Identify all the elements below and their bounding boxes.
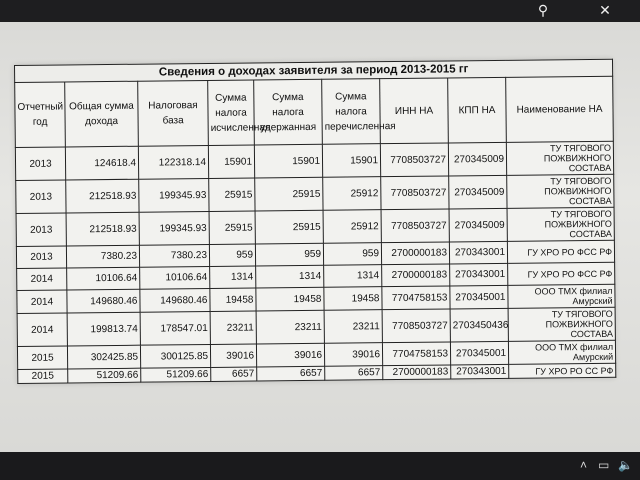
cell-kpp[interactable]: 270345009: [449, 175, 507, 209]
cell-total-income[interactable]: 212518.93: [66, 212, 139, 246]
cell-tax-calculated[interactable]: 39016: [210, 344, 256, 367]
col-header-tax-base[interactable]: Налоговая база: [138, 80, 209, 146]
cell-kpp[interactable]: 270345001: [450, 285, 508, 309]
col-header-tax-calculated[interactable]: Сумма налога исчисленная: [208, 80, 255, 145]
cell-agent-name[interactable]: ТУ ТЯГОВОГО ПОЖВИЖНОГО СОСТАВА: [507, 174, 614, 208]
cell-tax-withheld[interactable]: 1314: [256, 265, 324, 288]
cell-tax-transferred[interactable]: 1314: [324, 265, 382, 288]
cell-total-income[interactable]: 7380.23: [66, 245, 139, 268]
cell-year[interactable]: 2015: [18, 369, 68, 384]
cell-inn[interactable]: 7708503727: [381, 176, 449, 210]
cell-inn[interactable]: 7708503727: [380, 143, 448, 177]
cell-agent-name[interactable]: ООО ТМХ филиал Амурский: [508, 284, 615, 308]
cell-tax-calculated[interactable]: 1314: [210, 266, 256, 288]
cell-tax-withheld[interactable]: 25915: [255, 177, 323, 211]
cell-kpp[interactable]: 270343001: [450, 263, 508, 286]
cell-inn[interactable]: 7708503727: [382, 309, 450, 343]
cell-year[interactable]: 2014: [17, 290, 67, 314]
cell-year[interactable]: 2014: [17, 268, 67, 291]
cell-agent-name[interactable]: ГУ ХРО РО ФСС РФ: [508, 262, 615, 285]
cell-total-income[interactable]: 212518.93: [66, 179, 139, 213]
cell-total-income[interactable]: 124618.4: [65, 146, 138, 180]
cell-kpp[interactable]: 270343001: [451, 364, 509, 379]
cell-inn[interactable]: 7708503727: [381, 209, 449, 243]
cell-tax-transferred[interactable]: 25912: [323, 210, 381, 244]
col-header-tax-withheld[interactable]: Сумма налога удержанная: [254, 79, 323, 145]
top-bar: [0, 0, 640, 22]
cell-inn[interactable]: 2700000183: [381, 242, 449, 265]
cell-tax-transferred[interactable]: 25912: [323, 177, 381, 211]
cell-kpp[interactable]: 270345009: [449, 208, 507, 242]
col-header-inn[interactable]: ИНН НА: [380, 78, 449, 144]
cell-inn[interactable]: 7704758153: [382, 286, 450, 310]
speaker-icon[interactable]: 🔈: [618, 458, 633, 472]
cell-tax-withheld[interactable]: 39016: [256, 343, 324, 367]
cell-inn[interactable]: 2700000183: [383, 365, 451, 380]
cell-kpp[interactable]: 270345001: [450, 341, 508, 365]
cell-tax-withheld[interactable]: 23211: [256, 310, 324, 344]
cell-tax-transferred[interactable]: 959: [323, 243, 381, 266]
cell-kpp[interactable]: 270345009: [448, 142, 506, 176]
cell-inn[interactable]: 2700000183: [382, 264, 450, 287]
col-header-kpp[interactable]: КПП НА: [448, 77, 507, 143]
cell-kpp[interactable]: 270343001: [449, 241, 507, 264]
cell-agent-name[interactable]: ТУ ТЯГОВОГО ПОЖВИЖНОГО СОСТАВА: [508, 307, 615, 341]
cell-total-income[interactable]: 302425.85: [67, 345, 140, 369]
arrow-up-icon[interactable]: ˄: [580, 458, 588, 472]
cell-tax-calculated[interactable]: 959: [209, 244, 255, 266]
cell-total-income[interactable]: 149680.46: [67, 289, 140, 313]
cell-tax-transferred[interactable]: 15901: [322, 144, 380, 178]
cell-tax-calculated[interactable]: 25915: [209, 178, 255, 211]
cell-agent-name[interactable]: ТУ ТЯГОВОГО ПОЖВИЖНОГО СОСТАВА: [506, 141, 613, 175]
cell-year[interactable]: 2013: [16, 180, 66, 214]
cell-tax-base[interactable]: 199345.93: [139, 178, 209, 212]
cell-tax-withheld[interactable]: 19458: [256, 287, 324, 311]
cell-tax-base[interactable]: 122318.14: [138, 145, 208, 179]
cell-tax-transferred[interactable]: 6657: [325, 366, 383, 381]
cell-tax-calculated[interactable]: 15901: [208, 145, 254, 178]
cell-agent-name[interactable]: ООО ТМХ филиал Амурский: [508, 340, 615, 364]
cell-tax-withheld[interactable]: 25915: [255, 210, 323, 244]
cell-tax-base[interactable]: 199345.93: [139, 211, 209, 245]
cell-inn[interactable]: 7704758153: [382, 342, 450, 366]
cell-total-income[interactable]: 51209.66: [68, 368, 141, 383]
cell-agent-name[interactable]: ГУ ХРО РО СС РФ: [509, 363, 616, 378]
cell-tax-calculated[interactable]: 6657: [211, 367, 257, 381]
chat-icon[interactable]: ▭: [598, 458, 610, 472]
spreadsheet: [14, 59, 615, 384]
cell-tax-withheld[interactable]: 15901: [254, 144, 322, 178]
cell-year[interactable]: 2014: [17, 313, 67, 347]
col-header-total-income[interactable]: Общая сумма дохода: [65, 81, 139, 147]
cell-agent-name[interactable]: ГУ ХРО РО ФСС РФ: [507, 240, 614, 263]
col-header-tax-transferred[interactable]: Сумма налога перечисленная: [322, 79, 381, 145]
income-table: [14, 59, 616, 384]
cell-tax-withheld[interactable]: 6657: [257, 366, 325, 381]
cell-total-income[interactable]: 10106.64: [67, 267, 140, 290]
table-title: Сведения о доходах заявителя за период 2013-2015 гг: [15, 59, 613, 82]
col-header-year[interactable]: Отчетный год: [15, 82, 66, 148]
cell-total-income[interactable]: 199813.74: [67, 312, 140, 346]
cell-tax-transferred[interactable]: 23211: [324, 310, 382, 344]
cell-tax-withheld[interactable]: 959: [255, 243, 323, 266]
table-body: [15, 141, 616, 383]
col-header-agent-name[interactable]: Наименование НА: [506, 76, 614, 142]
cell-tax-calculated[interactable]: 19458: [210, 288, 256, 311]
cell-tax-transferred[interactable]: 39016: [324, 343, 382, 367]
cell-tax-base[interactable]: 10106.64: [140, 266, 210, 289]
cell-tax-base[interactable]: 149680.46: [140, 288, 210, 312]
cell-year[interactable]: 2013: [15, 147, 65, 181]
cell-tax-calculated[interactable]: 25915: [209, 211, 255, 244]
cell-year[interactable]: 2015: [17, 346, 67, 370]
close-icon[interactable]: ✕: [599, 2, 611, 18]
cell-agent-name[interactable]: ТУ ТЯГОВОГО ПОЖВИЖНОГО СОСТАВА: [507, 207, 614, 241]
taskbar: [0, 452, 640, 480]
cell-tax-transferred[interactable]: 19458: [324, 287, 382, 311]
cell-tax-base[interactable]: 7380.23: [139, 244, 209, 267]
cell-year[interactable]: 2013: [16, 246, 66, 269]
cell-tax-calculated[interactable]: 23211: [210, 311, 256, 344]
search-icon[interactable]: ⚲: [537, 2, 549, 18]
table-header-row: [15, 76, 614, 147]
cell-tax-base[interactable]: 300125.85: [140, 344, 210, 368]
cell-tax-base[interactable]: 51209.66: [141, 367, 211, 382]
cell-tax-base[interactable]: 178547.01: [140, 311, 210, 345]
cell-kpp[interactable]: 2703450436: [450, 308, 508, 342]
cell-year[interactable]: 2013: [16, 213, 66, 247]
